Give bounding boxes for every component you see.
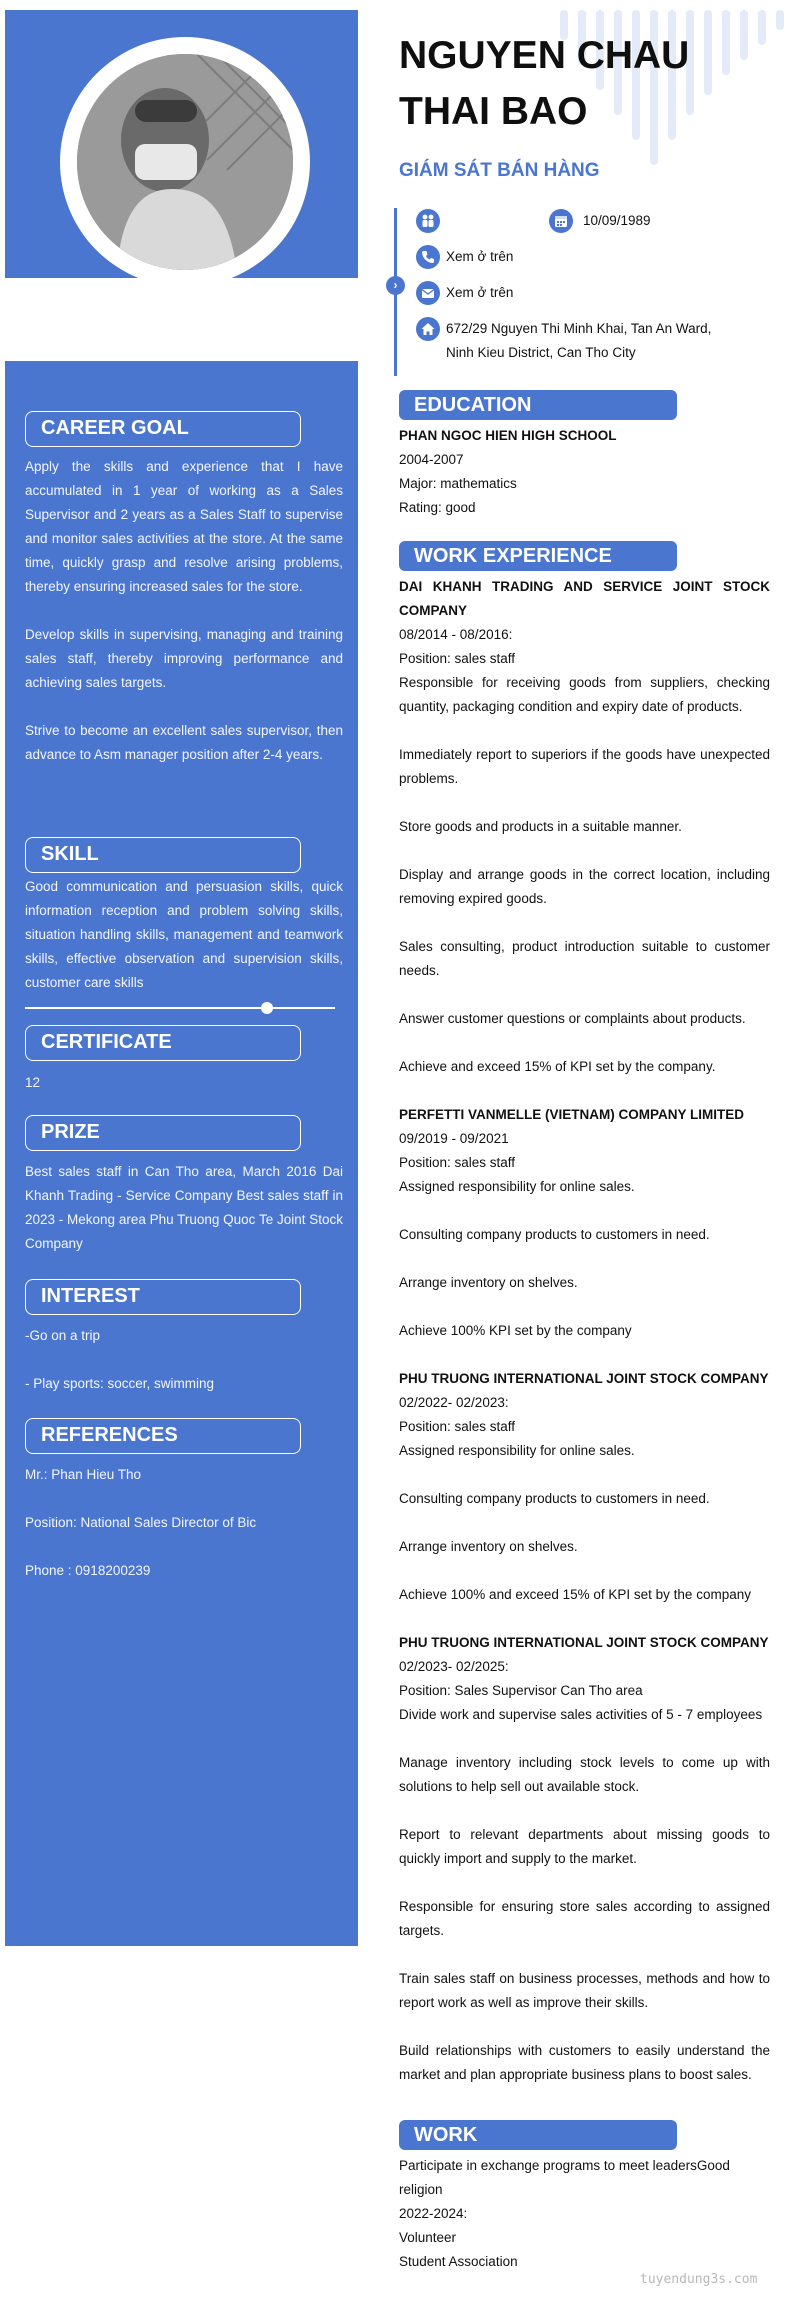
birthday-text: 10/09/1989 [583, 213, 651, 228]
avatar-ring [60, 37, 310, 287]
name-line: THAI BAO [399, 90, 588, 133]
address-line: Ninh Kieu District, Can Tho City [446, 345, 636, 360]
job-duty: Answer customer questions or complaints about products. [399, 1011, 746, 1026]
phone-item [416, 245, 513, 269]
job-duty: Report to relevant departments about missing goods to quickly import and supply to the market. [399, 1827, 770, 1866]
job-position: Position: sales staff [399, 1419, 516, 1434]
career-goal-section [25, 411, 343, 767]
prize-section [25, 1115, 343, 1256]
work-experience-title: WORK EXPERIENCE [399, 541, 677, 571]
job-period: 02/2022- 02/2023: [399, 1395, 509, 1410]
job-entry [399, 1103, 770, 1343]
job-period: 09/2019 - 09/2021 [399, 1131, 509, 1146]
interest-item: -Go on a trip [25, 1328, 101, 1343]
education-section [399, 390, 770, 520]
references-title: REFERENCES [25, 1418, 301, 1454]
job-company: DAI KHANH TRADING AND SERVICE JOINT STOCK COMPANY [399, 579, 770, 618]
job-list [399, 575, 770, 2087]
job-duty: Achieve 100% KPI set by the company [399, 1323, 632, 1338]
work-section [399, 2120, 770, 2274]
job-period: 02/2023- 02/2025: [399, 1659, 509, 1674]
address-line: 672/29 Nguyen Thi Minh Khai, Tan An Ward, [446, 321, 712, 336]
avatar-photo [77, 54, 293, 270]
job-duty: Consulting company products to customers in need. [399, 1491, 710, 1506]
avatar [77, 54, 293, 270]
address-text [446, 317, 711, 365]
job-duty: Responsible for receiving goods from suppliers, checking quantity, packaging condition and expiry date of products. [399, 675, 770, 714]
people-icon [416, 209, 440, 233]
gender-item [416, 209, 446, 233]
home-icon [416, 317, 440, 341]
job-duty: Immediately report to superiors if the goods have unexpected problems. [399, 747, 770, 786]
skill-section [25, 837, 343, 1009]
reference-phone: Phone : 0918200239 [25, 1563, 151, 1578]
mail-icon [416, 281, 440, 305]
job-duty: Arrange inventory on shelves. [399, 1275, 578, 1290]
work-experience-section [399, 541, 770, 2087]
education-title: EDUCATION [399, 390, 677, 420]
skill-level-bar [25, 1007, 335, 1009]
interest-list [25, 1324, 343, 1396]
job-duty: Assigned responsibility for online sales. [399, 1443, 635, 1458]
skill-text: Good communication and persuasion skills, quick information reception and problem solving skills, situation handling skills, management and teamwork skills, effective observation and supervision skills, customer care skills [25, 879, 343, 990]
job-duty: Achieve 100% and exceed 15% of KPI set by the company [399, 1587, 751, 1602]
interest-title: INTEREST [25, 1279, 301, 1315]
candidate-name [399, 28, 789, 140]
school-rating: Rating: good [399, 500, 476, 515]
references-section [25, 1418, 343, 1583]
job-company: PHU TRUONG INTERNATIONAL JOINT STOCK COMPANY [399, 1635, 769, 1650]
phone-icon [416, 245, 440, 269]
prize-title: PRIZE [25, 1115, 301, 1151]
interest-section [25, 1279, 343, 1396]
skill-level-knob [261, 1002, 273, 1014]
school-name: PHAN NGOC HIEN HIGH SCHOOL [399, 428, 617, 443]
certificate-title: CERTIFICATE [25, 1025, 301, 1061]
job-duty: Achieve and exceed 15% of KPI set by the company. [399, 1059, 716, 1074]
job-period: 08/2014 - 08/2016: [399, 627, 513, 642]
work-text: 2022-2024: [399, 2206, 468, 2221]
skill-title: SKILL [25, 837, 301, 873]
name-line: NGUYEN CHAU [399, 34, 690, 77]
job-duty: Responsible for ensuring store sales according to assigned targets. [399, 1899, 770, 1938]
reference-name: Mr.: Phan Hieu Tho [25, 1467, 142, 1482]
references-list [25, 1463, 343, 1583]
prize-text: Best sales staff in Can Tho area, March 2016 Dai Khanh Trading - Service Company Best sales staff in 2023 - Mekong area Phu Truong Quoc Te Joint Stock Company [25, 1164, 343, 1251]
job-entry [399, 1631, 770, 2087]
job-entry [399, 575, 770, 1079]
work-title: WORK [399, 2120, 677, 2150]
work-text: Student Association [399, 2254, 518, 2269]
certificate-section [25, 1025, 343, 1095]
job-position: Position: sales staff [399, 1155, 516, 1170]
job-entry [399, 1367, 770, 1607]
email-text: Xem ở trên [446, 285, 514, 300]
job-title: GIÁM SÁT BÁN HÀNG [399, 160, 600, 181]
reference-position: Position: National Sales Director of Bic [25, 1515, 257, 1530]
job-duty: Train sales staff on business processes, methods and how to report work as well as improve their skills. [399, 1971, 770, 2010]
career-goal-paragraph: Develop skills in supervising, managing and training sales staff, thereby improving performance and achieving sales targets. [25, 627, 343, 690]
left-sidebar [5, 361, 358, 1946]
certificate-text: 12 [25, 1075, 41, 1090]
school-major: Major: mathematics [399, 476, 517, 491]
work-text: Participate in exchange programs to meet leadersGood religion [399, 2158, 730, 2197]
job-company: PERFETTI VANMELLE (VIETNAM) COMPANY LIMITED [399, 1107, 744, 1122]
job-duty: Build relationships with customers to easily understand the market and plan appropriate business plans to boost sales. [399, 2043, 770, 2082]
career-goal-paragraph: Apply the skills and experience that I have accumulated in 1 year of working as a Sales Supervisor and 2 years as a Sales Staff to supervise and monitor sales activities at the store. At the same time, quickly grasp and resolve arising problems, thereby ensuring increased sales for the store. [25, 459, 343, 594]
phone-text: Xem ở trên [446, 249, 514, 264]
job-position: Position: sales staff [399, 651, 516, 666]
photo-header-block [5, 10, 358, 278]
job-duty: Store goods and products in a suitable manner. [399, 819, 682, 834]
career-goal-title: CAREER GOAL [25, 411, 301, 447]
job-duty: Consulting company products to customers in need. [399, 1227, 710, 1242]
watermark: tuyendung3s.com [640, 2272, 758, 2287]
job-duty: Divide work and supervise sales activities of 5 - 7 employees [399, 1707, 763, 1722]
job-duty: Sales consulting, product introduction suitable to customer needs. [399, 939, 770, 978]
job-company: PHU TRUONG INTERNATIONAL JOINT STOCK COMPANY [399, 1371, 769, 1386]
job-duty: Display and arrange goods in the correct location, including removing expired goods. [399, 867, 770, 906]
interest-item: - Play sports: soccer, swimming [25, 1376, 215, 1391]
chevron-right-icon: › [386, 276, 405, 295]
job-duty: Arrange inventory on shelves. [399, 1539, 578, 1554]
school-years: 2004-2007 [399, 452, 464, 467]
job-duty: Manage inventory including stock levels to come up with solutions to help sell out available stock. [399, 1755, 770, 1794]
email-item [416, 281, 513, 305]
job-duty: Assigned responsibility for online sales. [399, 1179, 635, 1194]
calendar-icon [549, 209, 573, 233]
career-goal-text [25, 455, 343, 767]
career-goal-paragraph: Strive to become an excellent sales supervisor, then advance to Asm manager position after 2-4 years. [25, 723, 343, 762]
birthday-item [549, 209, 651, 233]
work-text: Volunteer [399, 2230, 457, 2245]
address-item [416, 317, 711, 365]
job-position: Position: Sales Supervisor Can Tho area [399, 1683, 643, 1698]
